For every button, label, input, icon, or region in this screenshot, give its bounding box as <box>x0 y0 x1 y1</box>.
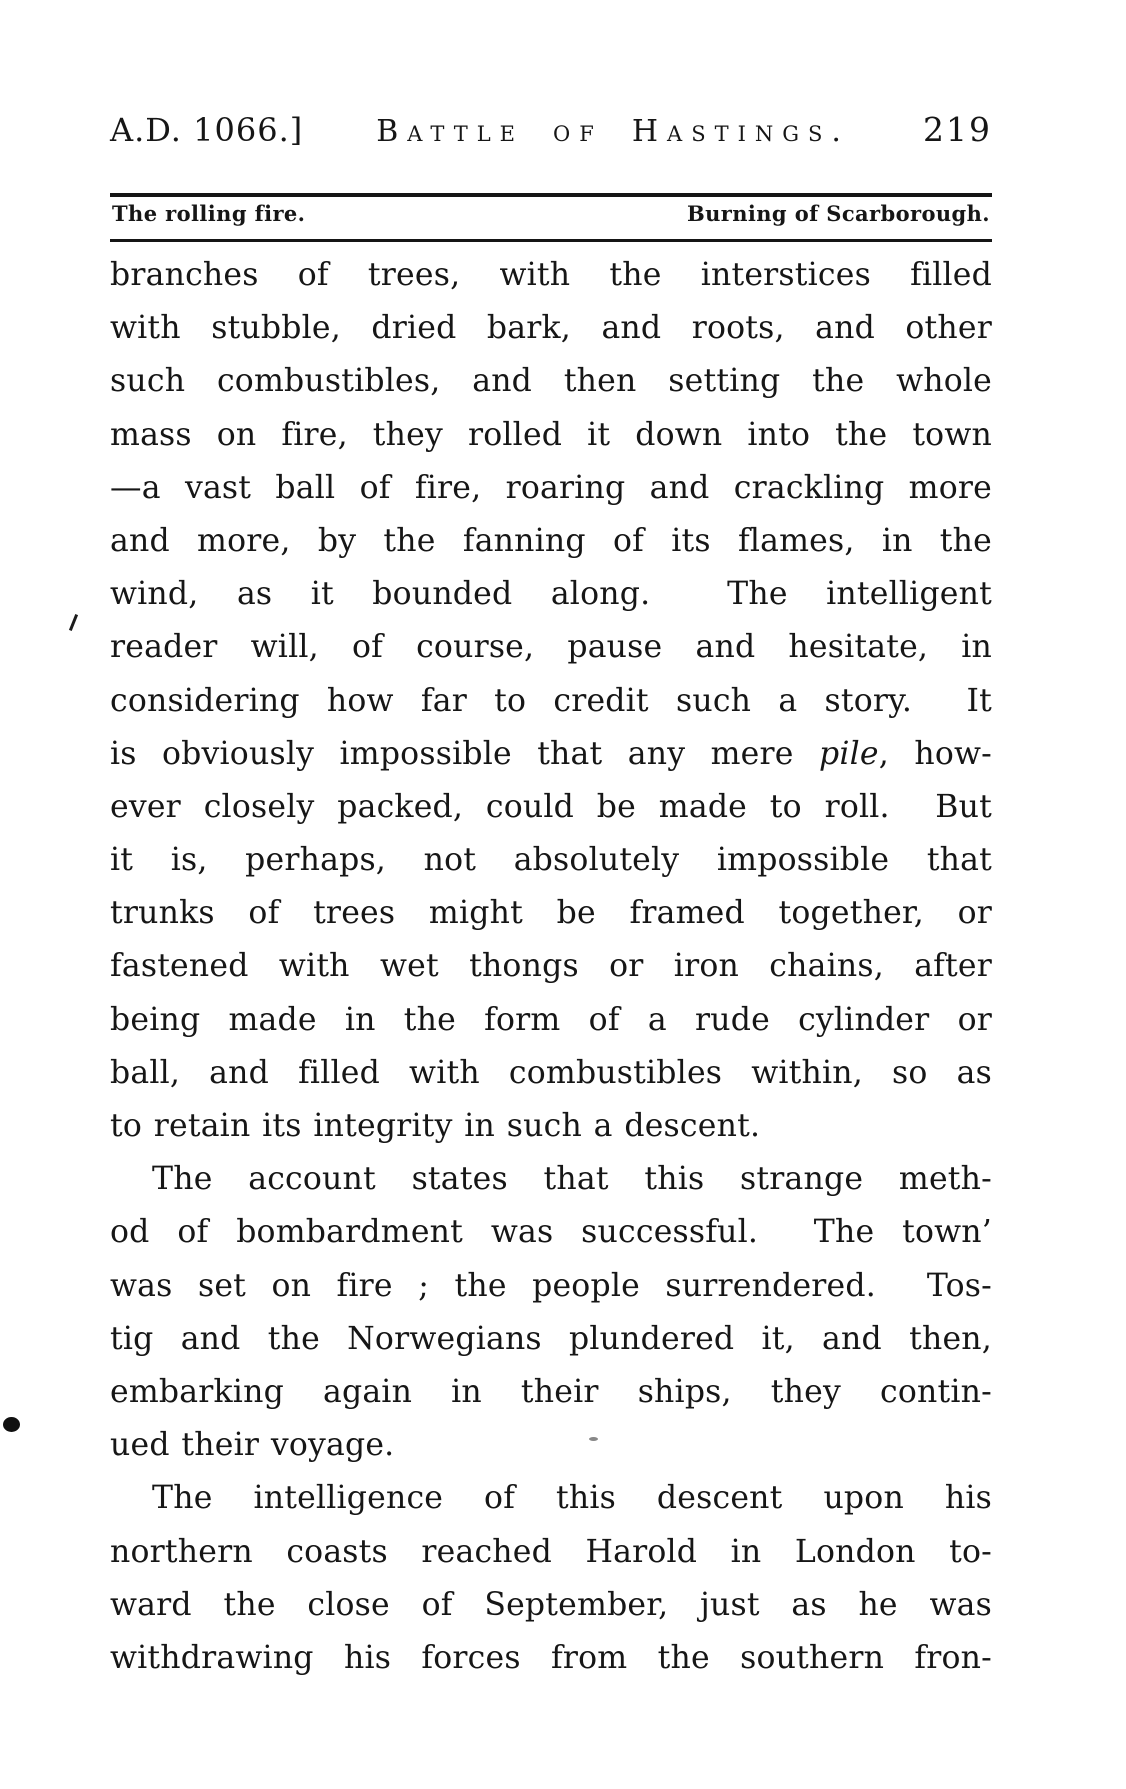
body-line <box>110 1632 992 1685</box>
line-text: The account states that this strange meth- <box>152 1161 992 1198</box>
body-line <box>110 1366 992 1419</box>
body-text <box>110 249 992 1685</box>
line-text: reader will, of course, pause and hesitate, in <box>110 629 992 666</box>
running-head-left: The rolling fire. <box>112 201 306 226</box>
body-line <box>110 994 992 1047</box>
body-line <box>110 1260 992 1313</box>
body-line <box>110 834 992 887</box>
page-header <box>110 110 992 149</box>
line-text: ued their voyage. <box>110 1427 395 1464</box>
body-line <box>110 1313 992 1366</box>
line-text: trunks of trees might be framed together, or <box>110 895 992 932</box>
body-line <box>110 1579 992 1632</box>
body-line <box>110 940 992 993</box>
line-text: it is, perhaps, not absolutely impossible that <box>110 842 992 879</box>
italic-word: pile <box>818 735 879 772</box>
body-line <box>110 409 992 462</box>
body-line <box>110 462 992 515</box>
body-line <box>110 1153 992 1206</box>
page-number: 219 <box>923 110 992 149</box>
line-text: and more, by the fanning of its flames, in the <box>110 522 992 559</box>
line-text: —a vast ball of fire, roaring and crackling more <box>110 469 992 506</box>
line-text: being made in the form of a rude cylinder or <box>110 1001 992 1038</box>
body-line <box>110 568 992 621</box>
body-line <box>110 675 992 728</box>
body-line <box>110 1047 992 1100</box>
running-heads <box>112 201 990 226</box>
line-text: such combustibles, and then setting the whole <box>110 363 992 400</box>
body-line <box>110 887 992 940</box>
body-line <box>110 355 992 408</box>
body-line <box>110 1100 992 1153</box>
body-line <box>110 302 992 355</box>
line-text: branches of trees, with the interstices filled <box>110 257 992 293</box>
header-date-label: A.D. 1066.] <box>110 111 304 149</box>
line-text: fastened with wet thongs or iron chains, after <box>110 948 992 985</box>
line-text: to retain its integrity in such a descent. <box>110 1108 761 1144</box>
body-line <box>110 1472 992 1525</box>
body-line <box>110 1206 992 1259</box>
line-text: , how- <box>878 735 992 772</box>
line-text: considering how far to credit such a story. It <box>110 682 992 719</box>
body-line <box>110 249 992 302</box>
line-text: with stubble, dried bark, and roots, and other <box>110 310 992 347</box>
line-text: mass on fire, they rolled it down into the town <box>110 416 992 453</box>
line-text: is obviously impossible that any mere <box>110 735 819 772</box>
header-divider-top <box>110 193 992 197</box>
line-text: embarking again in their ships, they contin- <box>110 1373 992 1410</box>
line-text: ever closely packed, could be made to roll. But <box>110 788 992 825</box>
page-title: Battle of Hastings. <box>376 114 850 149</box>
line-text: The intelligence of this descent upon his <box>152 1480 992 1517</box>
line-text: od of bombardment was successful. The town’ <box>110 1214 992 1251</box>
body-line <box>110 1419 992 1472</box>
line-text: ward the close of September, just as he was <box>110 1586 992 1623</box>
body-line <box>110 728 992 781</box>
running-head-right: Burning of Scarborough. <box>686 201 990 226</box>
line-text: tig and the Norwegians plundered it, and then, <box>110 1320 992 1357</box>
body-line <box>110 621 992 674</box>
header-divider-bottom <box>110 239 992 242</box>
ink-blot <box>3 1417 20 1432</box>
line-text: withdrawing his forces from the southern fron- <box>110 1639 992 1676</box>
body-line <box>110 781 992 834</box>
line-text: was set on fire ; the people surrendered. Tos- <box>110 1267 992 1304</box>
line-text: northern coasts reached Harold in London to- <box>110 1533 992 1570</box>
faint-speck <box>589 1437 598 1441</box>
line-text: wind, as it bounded along. The intelligent <box>110 576 992 613</box>
body-line <box>110 515 992 568</box>
stray-tick-mark <box>69 614 78 631</box>
body-line <box>110 1526 992 1579</box>
line-text: ball, and filled with combustibles within, so as <box>110 1054 992 1091</box>
